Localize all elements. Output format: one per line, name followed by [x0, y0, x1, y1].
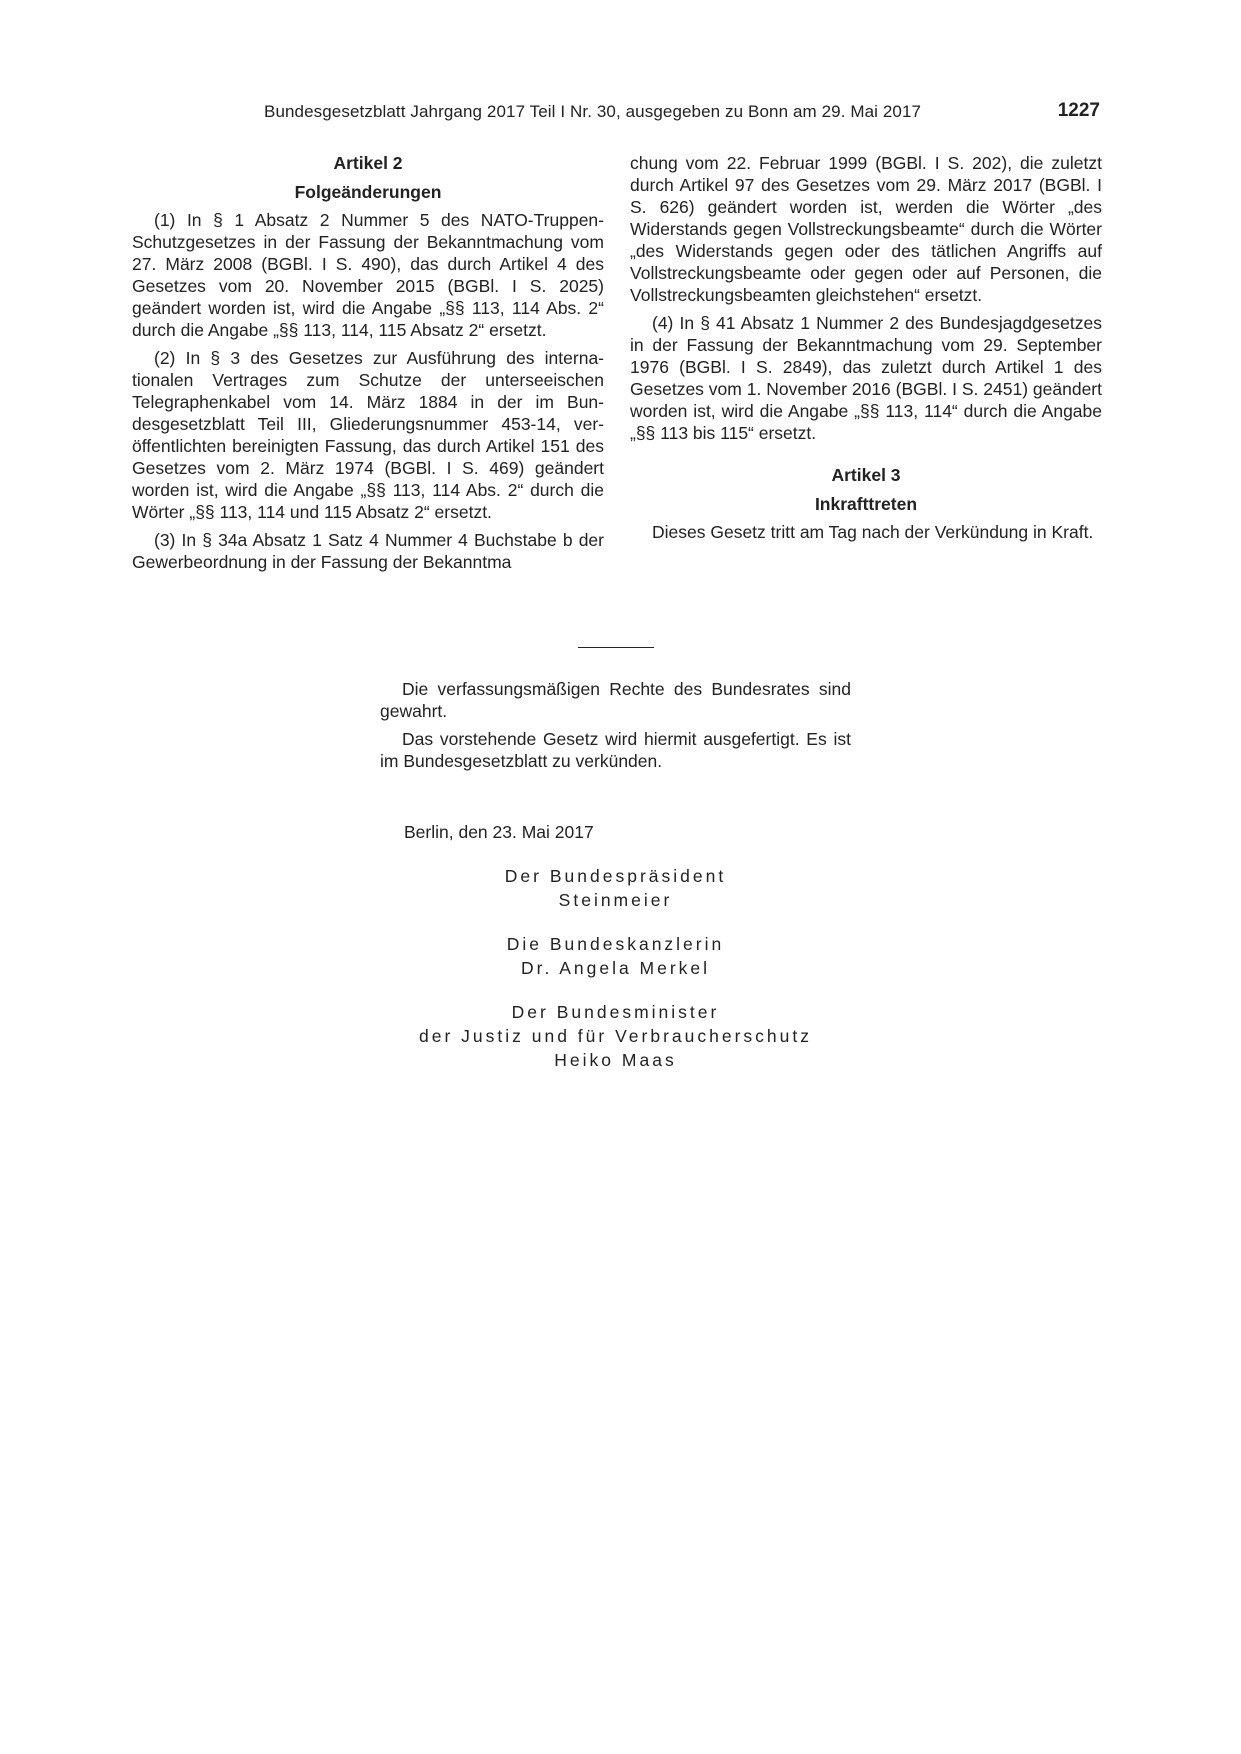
page-number: 1227 [1057, 100, 1100, 121]
execution-statement: Das vorstehende Gesetz wird hiermit ausgefertigt. Es ist im Bundesgesetzblatt zu verkünden. [380, 729, 851, 771]
article-2-title: Artikel 2 [333, 153, 403, 173]
signatory-name: Dr. Angela Merkel [520, 958, 711, 978]
running-title: Bundesgesetzblatt Jahrgang 2017 Teil I Nr. 30, ausgegeben zu Bonn am 29. Mai 2017 [264, 102, 922, 121]
left-column [132, 152, 604, 579]
signature-chancellor [380, 932, 851, 980]
signature-president [380, 864, 851, 912]
article-3-text: Dieses Gesetz tritt am Tag nach der Verkündung in Kraft. [652, 522, 1094, 542]
article-2-paragraph-2: (2) In § 3 des Gesetzes zur Ausführung des internationalen Vertrages zum Schutze der unterseeischen Telegraphenkabel vom 14. März 1884 in der im Bundesgesetzblatt Teil III, Gliederungsnummer 453-14, veröffentlichten bereinigten Fassung, das durch Artikel 151 des Gesetzes vom 2. März 1974 (BGBl. I S. 469) geändert worden ist, wird die Angabe „§§ 113, 114 Abs. 2“ durch die Wörter „§§ 113, 114 und 115 Absatz 2“ ersetzt. [132, 348, 604, 522]
place-and-date: Berlin, den 23. Mai 2017 [404, 822, 594, 842]
closing-formula [380, 678, 851, 778]
article-2-paragraph-1: (1) In § 1 Absatz 2 Nummer 5 des NATO-Truppen-Schutzgesetzes in der Fassung der Bekanntmachung vom 27. März 2008 (BGBl. I S. 490), das durch Artikel 4 des Gesetzes vom 20. November 2015 (BGBl. I S. 2025) geändert worden ist, wird die Angabe „§§ 113, 114 Abs. 2“ durch die Angabe „§§ 113, 114, 115 Absatz 2“ ersetzt. [132, 210, 604, 340]
signatory-office-line-2: der Justiz und für Verbraucherschutz [418, 1026, 812, 1046]
page-header [132, 100, 1100, 126]
signatory-office: Die Bundeskanzlerin [506, 934, 725, 954]
section-divider [578, 647, 654, 648]
bundesrat-rights-statement: Die verfassungsmäßigen Rechte des Bundesrates sind gewahrt. [380, 679, 851, 721]
article-2-heading: Folgeänderungen [294, 182, 442, 202]
article-2-paragraph-4: (4) In § 41 Absatz 1 Nummer 2 des Bundesjagdgesetzes in der Fassung der Bekanntmachung vom 29. September 1976 (BGBl. I S. 2849), das zuletzt durch Artikel 1 des Gesetzes vom 1. November 2016 (BGBl. I S. 2451) geändert worden ist, wird die Angabe „§§ 113, 114“ durch die Angabe „§§ 113 bis 115“ ersetzt. [630, 313, 1102, 443]
signatory-name: Steinmeier [558, 890, 673, 910]
article-3-heading: Inkrafttreten [814, 494, 918, 514]
signature-justice-minister [380, 1000, 851, 1072]
spacer [630, 450, 1102, 464]
signature-block [380, 864, 851, 1092]
article-2-paragraph-3-continued: chung vom 22. Februar 1999 (BGBl. I S. 202), die zuletzt durch Artikel 97 des Gesetzes vom 29. März 2017 (BGBl. I S. 626) geändert worden ist, werden die Wörter „des Widerstands gegen Vollstreckungsbeamte“ durch die Wörter „des Widerstands gegen oder des tätlichen Angriffs auf Vollstreckungsbeamte oder gegen oder auf Personen, die Vollstreckungsbeamten gleichstehen“ ersetzt. [630, 153, 1102, 305]
signatory-office: Der Bundespräsident [504, 866, 727, 886]
right-column [630, 152, 1102, 549]
article-3-title: Artikel 3 [831, 465, 901, 485]
signatory-office: Der Bundesminister [511, 1002, 720, 1022]
article-2-paragraph-3: (3) In § 34a Absatz 1 Satz 4 Nummer 4 Buchstabe b der Gewerbeordnung in der Fassung der Bekanntma [132, 530, 604, 572]
signatory-name: Heiko Maas [554, 1050, 677, 1070]
